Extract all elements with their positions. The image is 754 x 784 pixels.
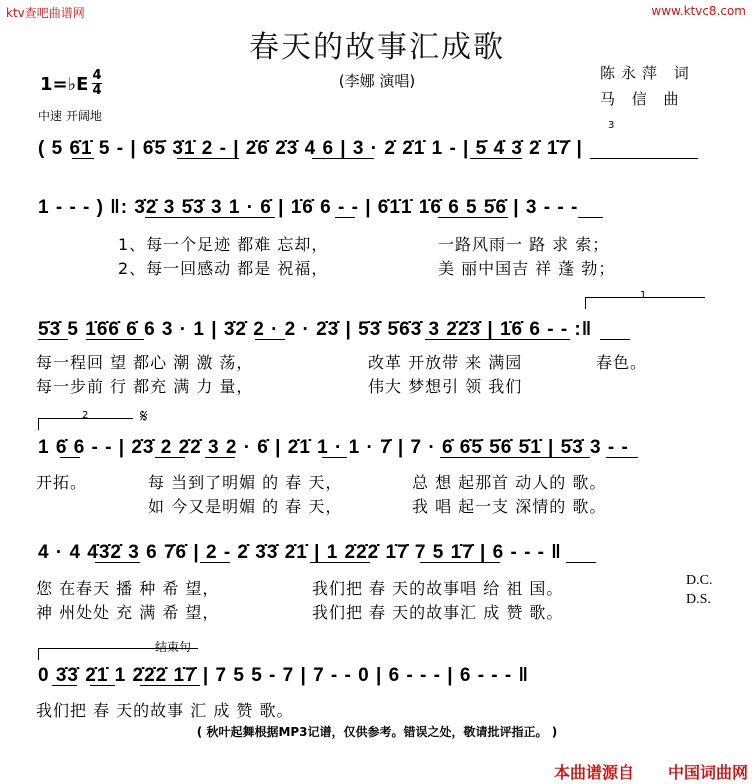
time-sig-bottom: 4: [92, 83, 102, 98]
underline-beam: [440, 457, 590, 458]
score-line-3-notes: 5̇3̇ 5 1̇6̇6̇ 6̇ 6 3 · 1 | 3̇2̇ 2 · 2 · 2̇3̇ | 5̇3̇ 5̇6̇3̇ 3 2̇2̇3̇ | 1̇6̇ 6 - - :‖: [38, 319, 593, 340]
underline-beam: [420, 562, 500, 563]
ending-bracket-edge: [38, 648, 39, 660]
underline-beam: [322, 457, 347, 458]
key-signature: 1=♭E: [40, 74, 89, 95]
lyricist-credit: 陈永萍 词: [600, 64, 695, 82]
score-line-5-notes: 4 · 4 4̇3̇2̇ 3 6 7̇6̇ | 2 - 2̇ 3̇3̇ 2̇1̇ | 1 2̇2̇2̇ 1̇7̇ 7 5 1̇7̇ | 6 - - - ‖: [38, 542, 562, 563]
time-signature: [92, 70, 102, 97]
verse-2-lyric-line3a: 每一步前 行 都充 满 力 量，: [36, 377, 254, 396]
verse-1-lyric-line3b: 改革 开放带 来 满园: [368, 353, 523, 372]
song-title: 春天的故事汇成歌: [249, 30, 505, 65]
verse-2-lyric-line3b: 伟大 梦想引 领 我们: [368, 377, 523, 396]
transcriber-note: ( 秋叶起舞根据MP3记谱，仅供参考。错误之处，敬请批评指正。 ): [196, 725, 558, 739]
underline-beam: [310, 562, 370, 563]
underline-beam: [95, 562, 140, 563]
underline-beam: [145, 217, 275, 218]
underline-beam: [566, 562, 596, 563]
score-line-2-notes: 1 - - - ) ‖: 3̇2̇ 3 5̇3̇ 3 1 · 6̇ | 1̇6̇ 6 - - | 6̇1̇1̇ 1̇6̇ 6 5 5̇6̇ | 3 - - -: [38, 197, 579, 218]
underline-beam: [177, 158, 239, 159]
underline-beam: [255, 339, 285, 340]
underline-beam: [60, 457, 80, 458]
verse-2-lyric-line4a: 如 今又是明媚 的 春 天，: [148, 497, 343, 516]
verse-2-lyric-line5a: 神 州处处 充 满 希 望，: [36, 603, 220, 622]
singer-credit: (李娜 演唱): [338, 72, 416, 90]
verse-1-lyric-line4a: 每 当到了明媚 的 春 天，: [148, 473, 343, 492]
watermark-left: ktv查吧曲谱网: [6, 6, 85, 20]
volta-2-number: 2: [82, 410, 89, 421]
underline-beam: [200, 562, 230, 563]
watermark-right: www.ktvc8.com: [651, 4, 746, 18]
volta-1-number: 1: [640, 290, 647, 301]
underline-beam: [52, 685, 77, 686]
dal-segno-mark: D.S.: [686, 592, 711, 607]
verse-2-lyric-line4b: 我 唱 起一支 深情的 歌。: [412, 497, 607, 516]
segno-sign: 𝄋: [140, 406, 148, 427]
ending-lyric: 我们把 春 天的故事 汇 成 赞 歌。: [36, 701, 294, 720]
underline-beam: [155, 457, 185, 458]
volta-1-bracket-edge: [585, 297, 586, 309]
underline-beam: [205, 457, 235, 458]
time-sig-top: 4: [92, 68, 102, 83]
tempo-marking: 中速 开阔地: [38, 109, 102, 123]
da-capo-mark: D.C.: [686, 573, 713, 588]
verse-2-lyric-b: 美 丽中国吉 祥 蓬 勃；: [438, 259, 616, 278]
underline-beam: [90, 685, 115, 686]
verse-1-lyric-line5b: 我们把 春 天的故事唱 给 祖 国。: [312, 579, 564, 598]
underline-beam: [335, 217, 355, 218]
score-line-4-notes: 1 6̇ 6 - - | 2̇3̇ 2 2̇2̇ 3 2 · 6̇ | 2̇1̇ 1 · 1 · 7̇ | 7 · 6̇ 6̇5̇ 5̇6̇ 5̇1̇ | 5̇3̇ 3 - -: [38, 437, 629, 458]
underline-beam: [38, 339, 68, 340]
underline-beam: [606, 457, 638, 458]
underline-beam: [470, 158, 522, 159]
score-line-6-notes: 0 3̇3̇ 2̇1̇ 1 2̇2̇2̇ 1̇7̇ | 7 5 5 - 7 | 7 - - 0 | 6 - - - | 6 - - - ‖: [38, 665, 529, 686]
underline-beam: [438, 217, 508, 218]
underline-beam: [578, 217, 603, 218]
verse-1-lyric-a: 1、每一个足迹 都难 忘却，: [118, 235, 329, 254]
verse-2-lyric-line5b: 我们把 春 天的故事汇 成 赞 歌。: [312, 603, 564, 622]
verse-1-lyric-b: 一路风雨一 路 求 索；: [438, 235, 610, 254]
source-label: 本曲谱源自: [553, 763, 634, 782]
composer-credit: 马 信 曲: [600, 90, 685, 108]
source-site-link[interactable]: 中国词曲网: [667, 763, 748, 782]
underline-beam: [590, 158, 698, 159]
underline-beam: [600, 339, 630, 340]
verse-1-lyric-line3a: 每一程回 望 都心 潮 激 荡，: [36, 353, 254, 372]
verse-1-lyric-line4b: 总 想 起那首 动人的 歌。: [412, 473, 607, 492]
score-line-1-notes: ( 5 6̇1̇ 5 - | 6̇5̇ 3̇1̇ 2 - | 2̇6̇ 2̇3̇ 4 6 | 3 · 2̇ 2̇1̇ 1 - | 5̇ 4̇ 3̇ 2̇ 1̇7̇ |: [38, 138, 583, 159]
verse-2-lyric-a: 2、每一回感动 都是 祝福，: [118, 259, 329, 278]
lyric-kaituo: 开拓。: [36, 473, 88, 492]
underline-beam: [425, 339, 570, 340]
triplet-mark: 3: [608, 120, 615, 131]
verse-1-lyric-line3c: 春色。: [596, 353, 648, 372]
verse-1-lyric-line5a: 您 在春天 播 种 希 望，: [36, 579, 220, 598]
underline-beam: [72, 158, 94, 159]
volta-2-bracket-edge: [38, 418, 39, 430]
underline-beam: [312, 158, 374, 159]
underline-beam: [140, 685, 200, 686]
underline-beam: [86, 339, 144, 340]
ending-label: 结束句: [155, 640, 192, 654]
